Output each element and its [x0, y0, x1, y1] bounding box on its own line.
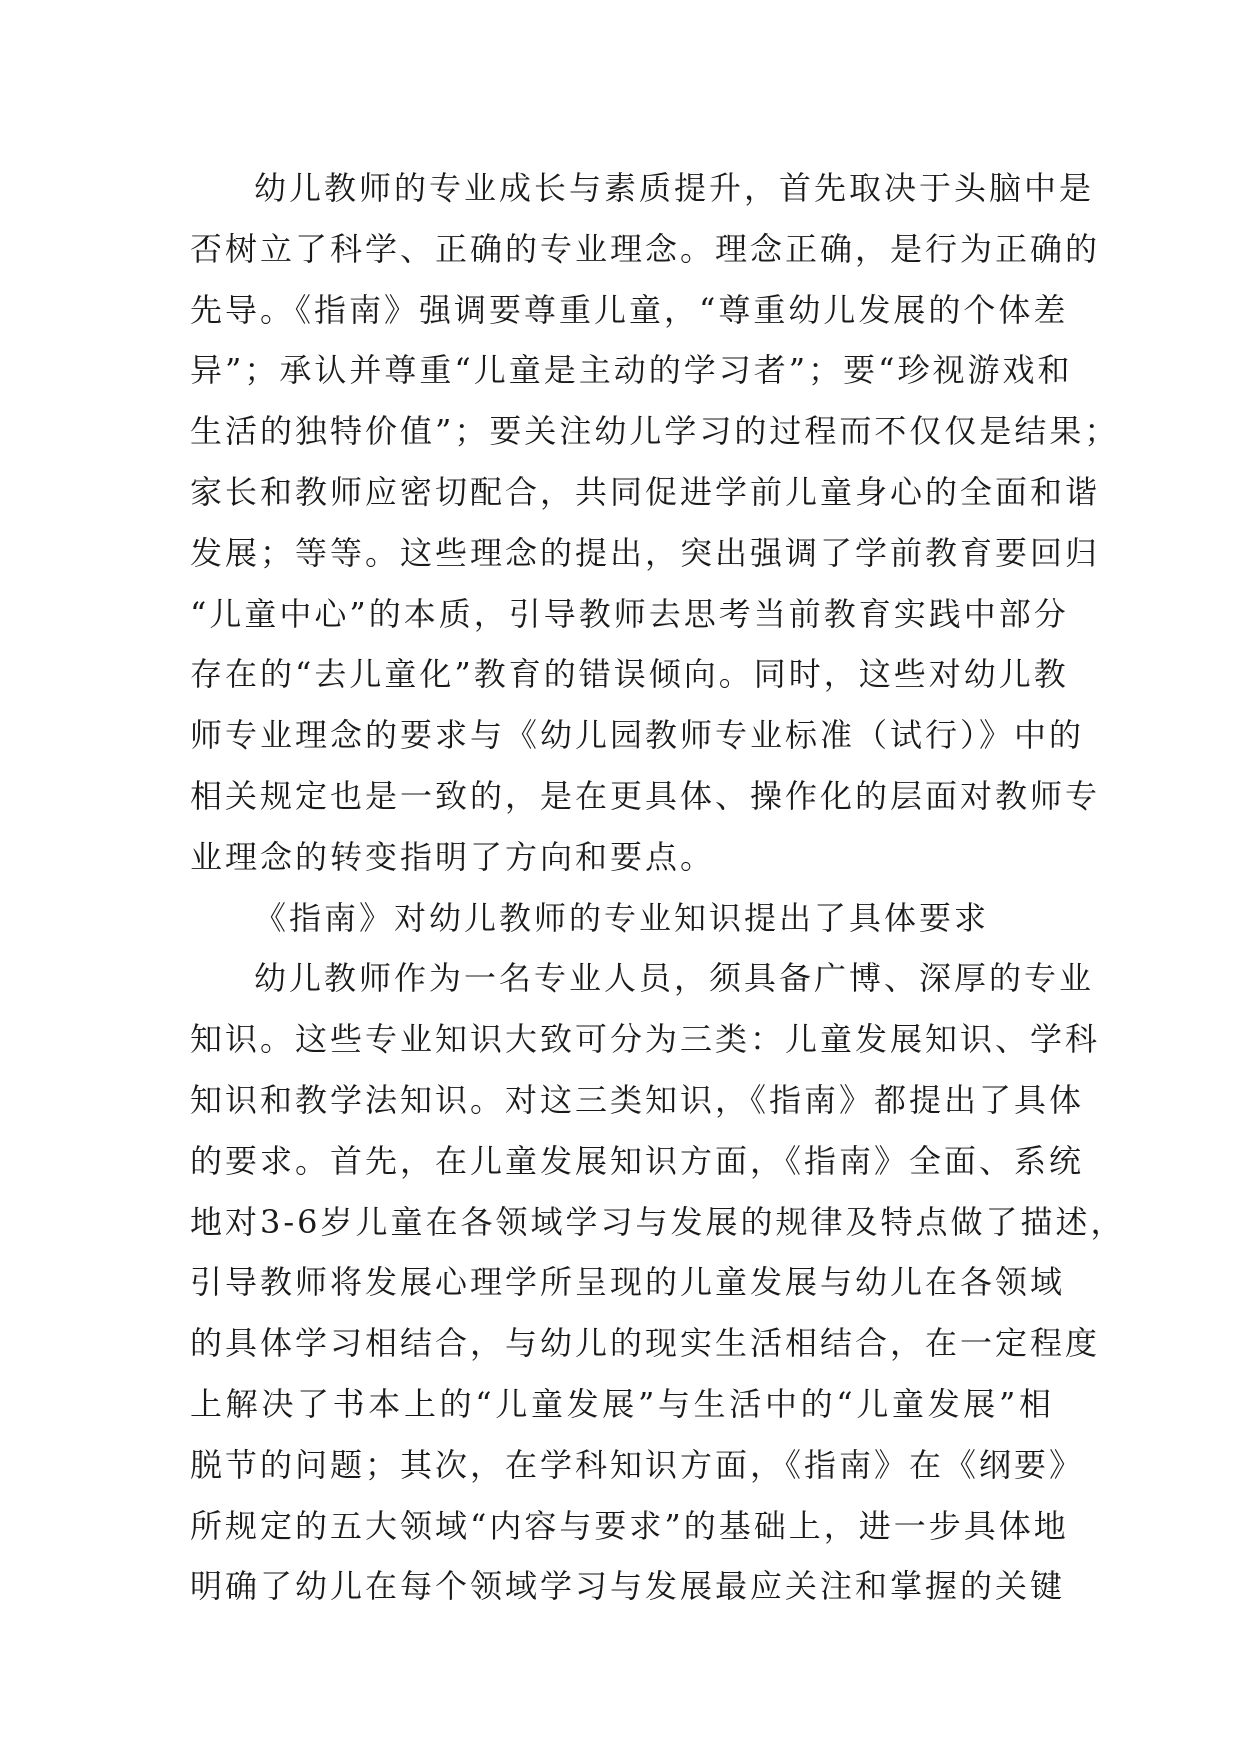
paragraph-line: 明确了幼儿在每个领域学习与发展最应关注和掌握的关键 — [190, 1567, 1066, 1606]
paragraph-line: 引导教师将发展心理学所呈现的儿童发展与幼儿在各领域 — [190, 1263, 1066, 1302]
paragraph-line: 上解决了书本上的“儿童发展”与生活中的“儿童发展”相 — [190, 1384, 1054, 1423]
paragraph-line: 知识。这些专业知识大致可分为三类：儿童发展知识、学科 — [190, 1020, 1101, 1059]
paragraph-line: 发展；等等。这些理念的提出，突出强调了学前教育要回归 — [190, 533, 1101, 572]
body-text — [190, 158, 1126, 1617]
paragraph-line: 业理念的转变指明了方向和要点。 — [190, 837, 716, 876]
paragraph-line: 幼儿教师的专业成长与素质提升，首先取决于头脑中是 — [254, 169, 1095, 207]
paragraph-line: 所规定的五大领域“内容与要求”的基础上，进一步具体地 — [190, 1506, 1069, 1545]
paragraph-line: 知识和教学法知识。对这三类知识，《指南》都提出了具体 — [190, 1080, 1085, 1119]
paragraph-line: 地对3-6岁儿童在各领域学习与发展的规律及特点做了描述， — [190, 1202, 1126, 1241]
paragraph-line: 相关规定也是一致的，是在更具体、操作化的层面对教师专 — [190, 776, 1101, 815]
section-heading: 《指南》对幼儿教师的专业知识提出了具体要求 — [254, 898, 990, 937]
paragraph-line: 脱节的问题；其次，在学科知识方面，《指南》在《纲要》 — [190, 1445, 1085, 1484]
paragraph-line: 家长和教师应密切配合，共同促进学前儿童身心的全面和谐 — [190, 472, 1101, 511]
paragraph-line: 异”；承认并尊重“儿童是主动的学习者”；要“珍视游戏和 — [190, 351, 1073, 390]
paragraph-line: 的具体学习相结合，与幼儿的现实生活相结合，在一定程度 — [190, 1324, 1101, 1363]
paragraph-line: 的要求。首先，在儿童发展知识方面，《指南》全面、系统 — [190, 1141, 1085, 1180]
paragraph-line: “儿童中心”的本质，引导教师去思考当前教育实践中部分 — [190, 594, 1069, 633]
paragraph-line: 先导。《指南》强调要尊重儿童，“尊重幼儿发展的个体差 — [190, 290, 1069, 329]
paragraph-line: 幼儿教师作为一名专业人员，须具备广博、深厚的专业 — [254, 959, 1095, 998]
paragraph-line: 生活的独特价值”；要关注幼儿学习的过程而不仅仅是结果； — [190, 412, 1120, 451]
paragraph-line: 师专业理念的要求与《幼儿园教师专业标准（试行）》中的 — [190, 716, 1085, 755]
paragraph-line: 存在的“去儿童化”教育的错误倾向。同时，这些对幼儿教 — [190, 655, 1069, 694]
paragraph-line: 否树立了科学、正确的专业理念。理念正确，是行为正确的 — [190, 229, 1101, 268]
